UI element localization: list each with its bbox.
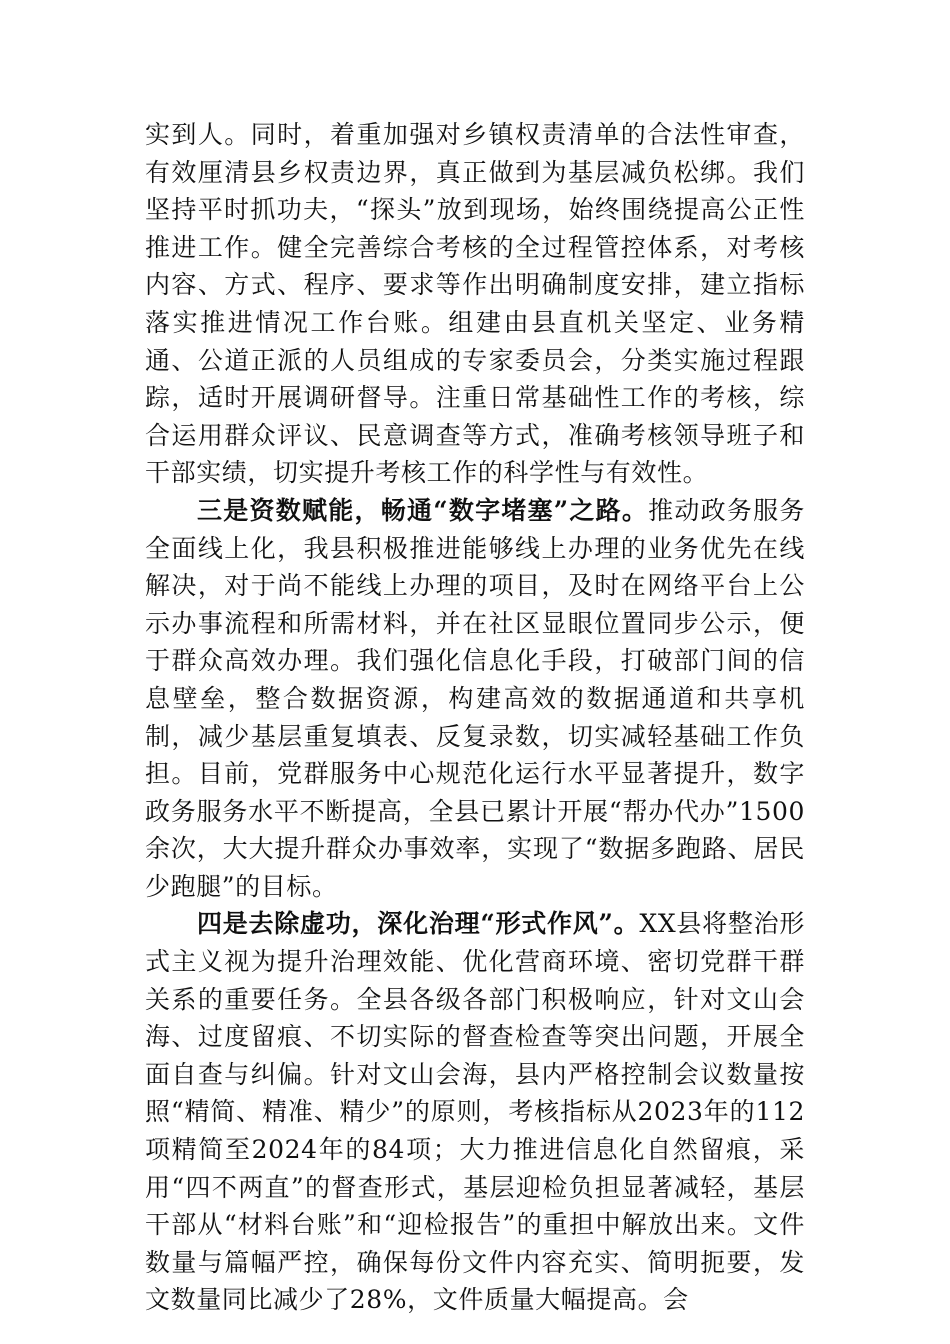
- paragraph-section-three: [145, 492, 805, 906]
- paragraph-lead: 四是去除虚功，深化治理“形式作风”。: [197, 909, 640, 939]
- paragraph-body: 实到人。同时，着重加强对乡镇权责清单的合法性审查，有效厘清县乡权责边界，真正做到为基层减负松绑。我们坚持平时抓功夫，“探头”放到现场，始终围绕提高公正性推进工作。健全完善综合考核的全过程管控体系，对考核内容、方式、程序、要求等作出明确制度安排，建立指标落实推进情况工作台账。组建由县直机关坚定、业务精通、公道正派的人员组成的专家委员会，分类实施过程跟踪，适时开展调研督导。注重日常基础性工作的考核，综合运用群众评议、民意调查等方式，准确考核领导班子和干部实绩，切实提升考核工作的科学性与有效性。: [145, 120, 805, 488]
- document-page: [145, 116, 805, 1319]
- paragraph-continuation: [145, 116, 805, 492]
- paragraph-body: XX县将整治形式主义视为提升治理效能、优化营商环境、密切党群干群关系的重要任务。全县各级各部门积极响应，针对文山会海、过度留痕、不切实际的督查检查等突出问题，开展全面自查与纠偏。针对文山会海，县内严格控制会议数量按照“精简、精准、精少”的原则，考核指标从2023年的112项精简至2024年的84项；大力推进信息化自然留痕，采用“四不两直”的督查形式，基层迎检负担显著减轻，基层干部从“材料台账”和“迎检报告”的重担中解放出来。文件数量与篇幅严控，确保每份文件内容充实、简明扼要，发文数量同比减少了28%，文件质量大幅提高。会: [145, 909, 806, 1315]
- paragraph-body: 推动政务服务全面线上化，我县积极推进能够线上办理的业务优先在线解决，对于尚不能线上办理的项目，及时在网络平台上公示办事流程和所需材料，并在社区显眼位置同步公示，便于群众高效办理。我们强化信息化手段，打破部门间的信息壁垒，整合数据资源，构建高效的数据通道和共享机制，减少基层重复填表、反复录数，切实减轻基础工作负担。目前，党群服务中心规范化运行水平显著提升，数字政务服务水平不断提高，全县已累计开展“帮办代办”1500余次，大大提升群众办事效率，实现了“数据多跑路、居民少跑腿”的目标。: [145, 495, 805, 901]
- paragraph-lead: 三是资数赋能，畅通“数字堵塞”之路。: [197, 495, 649, 525]
- paragraph-section-four: [145, 905, 805, 1319]
